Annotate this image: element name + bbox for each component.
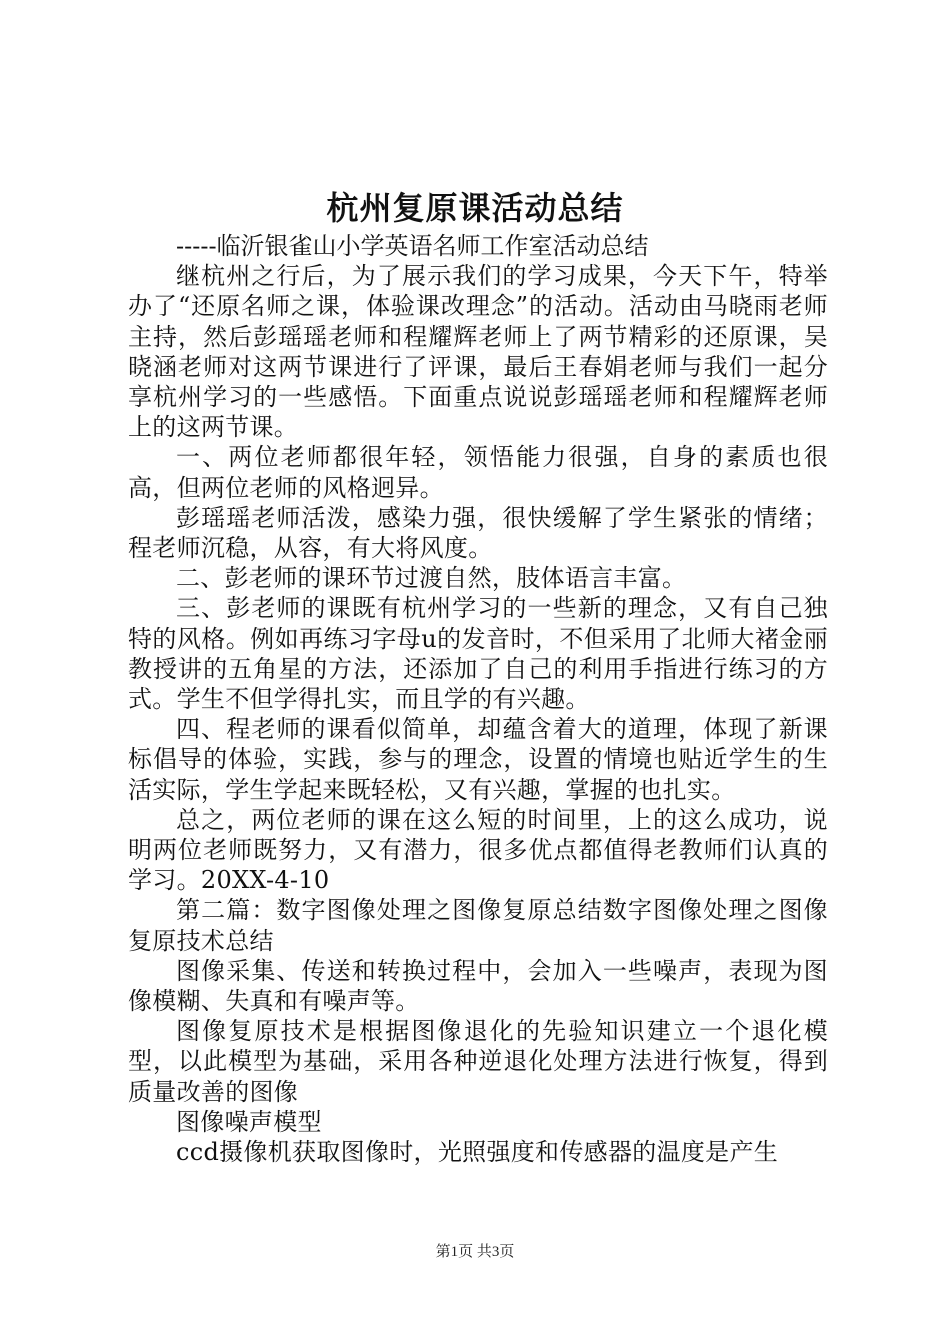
paragraph: 总之，两位老师的课在这么短的时间里，上的这么成功，说明两位老师既努力，又有潜力，很多优点都值得老教师们认真的学习。20XX-4-10 — [128, 805, 828, 895]
document-subtitle: -----临沂银雀山小学英语名师工作室活动总结 — [176, 232, 649, 260]
page-footer: 第1页 共3页 — [435, 1244, 515, 1260]
paragraph: 三、彭老师的课既有杭州学习的一些新的理念，又有自己独特的风格。例如再练习字母u的发音时，不但采用了北师大褚金丽教授讲的五角星的方法，还添加了自己的利用手指进行练习的方式。学生不但学得扎实，而且学的有兴趣。 — [128, 594, 828, 714]
paragraph: 第二篇：数字图像处理之图像复原总结数字图像处理之图像复原技术总结 — [128, 896, 828, 955]
paragraph: 图像复原技术是根据图像退化的先验知识建立一个退化模型，以此模型为基础，采用各种逆退化处理方法进行恢复，得到质量改善的图像 — [128, 1017, 828, 1106]
section-heading: 图像噪声模型 — [176, 1107, 322, 1136]
paragraph: 图像采集、传送和转换过程中，会加入一些噪声，表现为图像模糊、失真和有噪声等。 — [128, 956, 828, 1016]
document-title: 杭州复原课活动总结 — [326, 189, 624, 227]
paragraph: 二、彭老师的课环节过渡自然，肢体语言丰富。 — [176, 564, 687, 593]
paragraph: 彭瑶瑶老师活泼，感染力强，很快缓解了学生紧张的情绪；程老师沉稳，从容，有大将风度。 — [128, 503, 828, 563]
paragraph: 四、程老师的课看似简单，却蕴含着大的道理，体现了新课标倡导的体验，实践，参与的理念，设置的情境也贴近学生的生活实际，学生学起来既轻松，又有兴趣，掌握的也扎实。 — [128, 715, 828, 804]
paragraph: 一、两位老师都很年轻，领悟能力很强，自身的素质也很高，但两位老师的风格迥异。 — [128, 443, 828, 502]
document-body — [128, 231, 828, 1167]
paragraph: 继杭州之行后，为了展示我们的学习成果，今天下午，特举办了“还原名师之课，体验课改理念”的活动。活动由马晓雨老师主持，然后彭瑶瑶老师和程耀辉老师上了两节精彩的还原课，吴晓涵老师对这两节课进行了评课，最后王春娟老师与我们一起分享杭州学习的一些感悟。下面重点说说彭瑶瑶老师和程耀辉老师上的这两节课。 — [128, 262, 828, 442]
paragraph: ccd摄像机获取图像时，光照强度和传感器的温度是产生 — [176, 1138, 779, 1167]
